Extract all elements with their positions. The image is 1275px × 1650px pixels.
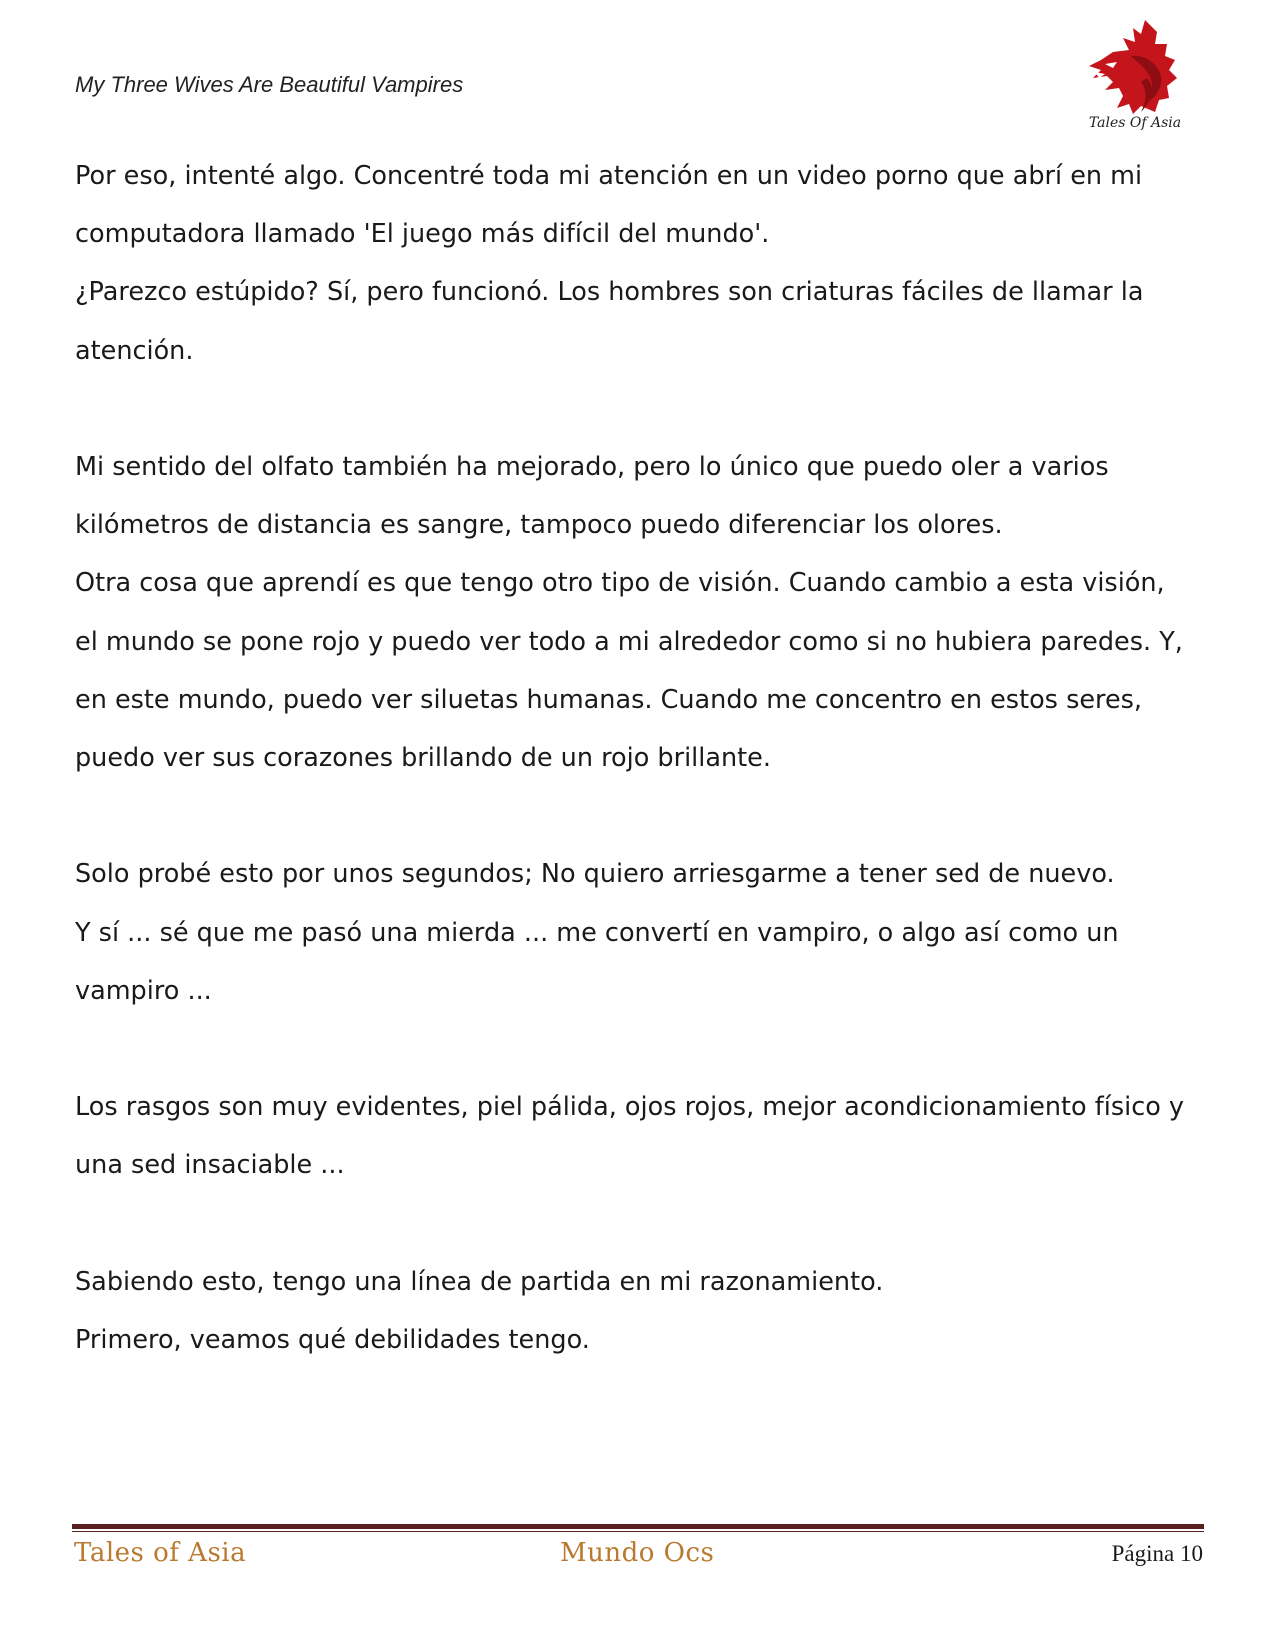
footer-center-text: Mundo Ocs [560,1538,715,1568]
text-line: en este mundo, puedo ver siluetas humanas. Cuando me concentro en estos seres, [75,684,1143,715]
footer-site-name: Tales of Asia [74,1538,247,1568]
footer-divider [72,1524,1204,1529]
paragraph-gap [75,787,1205,845]
logo-text: Tales Of Asia [1088,115,1182,131]
paragraph [75,1078,1205,1194]
text-line: Los rasgos son muy evidentes, piel pálida, ojos rojos, mejor acondicionamiento físico y [75,1092,1185,1123]
text-line: kilómetros de distancia es sangre, tampoco puedo diferenciar los olores. [75,510,1003,541]
text-line: Y sí ... sé que me pasó una mierda ... me convertí en vampiro, o algo así como un [75,917,1119,948]
paragraph [75,438,1205,787]
text-line: Mi sentido del olfato también ha mejorado, pero lo único que puedo oler a varios [75,452,1109,482]
paragraph-gap [75,380,1205,438]
text-line: computadora llamado 'El juego más difícil del mundo'. [75,219,770,250]
text-line: vampiro ... [75,975,212,1006]
paragraph [75,1253,1205,1369]
text-line: Primero, veamos qué debilidades tengo. [75,1325,590,1355]
paragraph [75,147,1205,380]
text-line: Solo probé esto por unos segundos; No quiero arriesgarme a tener sed de nuevo. [75,859,1115,890]
paragraph-gap [75,1195,1205,1253]
text-line: ¿Parezco estúpido? Sí, pero funcionó. Los hombres son criaturas fáciles de llamar la [75,277,1144,308]
text-line: el mundo se pone rojo y puedo ver todo a mi alrededor como si no hubiera paredes. Y, [75,626,1183,657]
book-title: My Three Wives Are Beautiful Vampires [75,72,464,97]
text-line: atención. [75,335,194,366]
text-line: Por eso, intenté algo. Concentré toda mi atención en un video porno que abrí en mi [75,161,1143,191]
footer-divider-thin [72,1531,1204,1532]
page-number: Página 10 [1111,1541,1203,1566]
text-line: Otra cosa que aprendí es que tengo otro tipo de visión. Cuando cambio a esta visión, [75,568,1165,599]
text-line: Sabiendo esto, tengo una línea de partida en mi razonamiento. [75,1266,884,1297]
body-text [75,147,1205,1369]
paragraph [75,845,1205,1020]
text-line: puedo ver sus corazones brillando de un rojo brillante. [75,743,771,774]
paragraph-gap [75,1020,1205,1078]
text-line: una sed insaciable ... [75,1150,345,1181]
